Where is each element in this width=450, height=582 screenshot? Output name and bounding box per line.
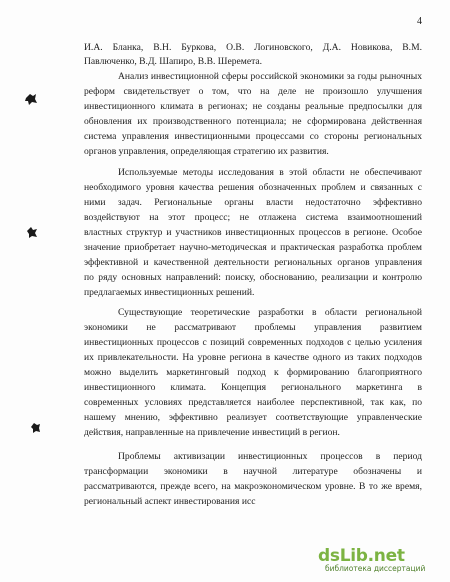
dslib-watermark bbox=[318, 548, 438, 572]
watermark-subtitle: библиотека диссертаций bbox=[325, 564, 426, 573]
text-line: ними задач. Региональные органы власти недостаточно эффективно bbox=[84, 197, 422, 208]
text-line: система управления инвестиционными процессами со стороны региональных bbox=[84, 131, 422, 142]
text-line: обновления их производственного потенциала; не сформирована действенная bbox=[84, 116, 422, 127]
text-line: эффективной и качественной деятельности региональных органов управления bbox=[84, 257, 422, 268]
text-line: экономики не рассматривают проблемы управления развитием bbox=[84, 322, 422, 333]
text-line: инвестиционных процессов с позиций современных подходов с целью усиления bbox=[84, 337, 422, 348]
text-line: инвестиционного климата. Концепция регионального маркетинга в bbox=[84, 382, 422, 393]
text-line: воздействуют на этот процесс; не отлажена система взаимоотношений bbox=[84, 212, 422, 223]
text-line: региональный аспект инвестирования исс bbox=[84, 496, 256, 507]
text-line: инвестиционного климата в регионах; не созданы реальные предпосылки для bbox=[84, 101, 422, 112]
text-line: Существующие теоретические разработки в области региональной bbox=[118, 307, 422, 318]
text-line: необходимого уровня качества решения обозначенных проблем и связанных с bbox=[84, 182, 422, 193]
text-line: трансформации экономики в научной литературе обозначены и bbox=[84, 466, 422, 477]
dslib-logo: dsLib.net bbox=[318, 546, 405, 566]
text-line: Используемые методы исследования в этой области не обеспечивают bbox=[118, 167, 422, 178]
page-number: 4 bbox=[417, 16, 422, 27]
text-line: по ряду основных направлений: поиску, обоснованию, реализации и контролю bbox=[84, 272, 422, 283]
text-line: можно выделить маркетинговый подход к формированию благоприятного bbox=[84, 367, 422, 378]
text-line: реформ свидетельствует о том, что на деле не произошло улучшения bbox=[84, 86, 422, 97]
text-line: нашему мнению, эффективно реализует соответствующие управленческие bbox=[84, 412, 422, 423]
text-line: властных структур и участников инвестиционных процессов в регионе. Особое bbox=[84, 227, 422, 238]
text-line: органов управления, определяющая стратегию их развития. bbox=[84, 146, 329, 157]
text-line: Проблемы активизации инвестиционных процессов в период bbox=[118, 451, 422, 462]
text-line: предлагаемых инвестиционных решений. bbox=[84, 287, 255, 298]
text-line: И.А. Бланка, В.Н. Буркова, О.В. Логиновского, Д.А. Новикова, В.М. bbox=[84, 42, 422, 53]
text-line: Павлюченко, В.Д. Шапиро, В.В. Шеремета. bbox=[84, 56, 263, 67]
text-line: рассматриваются, прежде всего, на макроэкономическом уровне. В то же время, bbox=[84, 481, 422, 492]
text-line: Анализ инвестиционной сферы российской экономики за годы рыночных bbox=[118, 71, 422, 82]
text-line: их привлекательности. На уровне региона в качестве одного из таких подходов bbox=[84, 352, 422, 363]
text-line: действия, направленные на привлечение инвестиций в регион. bbox=[84, 427, 340, 438]
text-line: значение приобретает научно-методическая и практическая разработка проблем bbox=[84, 242, 422, 253]
text-line: современных условиях представляется наиболее перспективной, так как, по bbox=[84, 397, 422, 408]
